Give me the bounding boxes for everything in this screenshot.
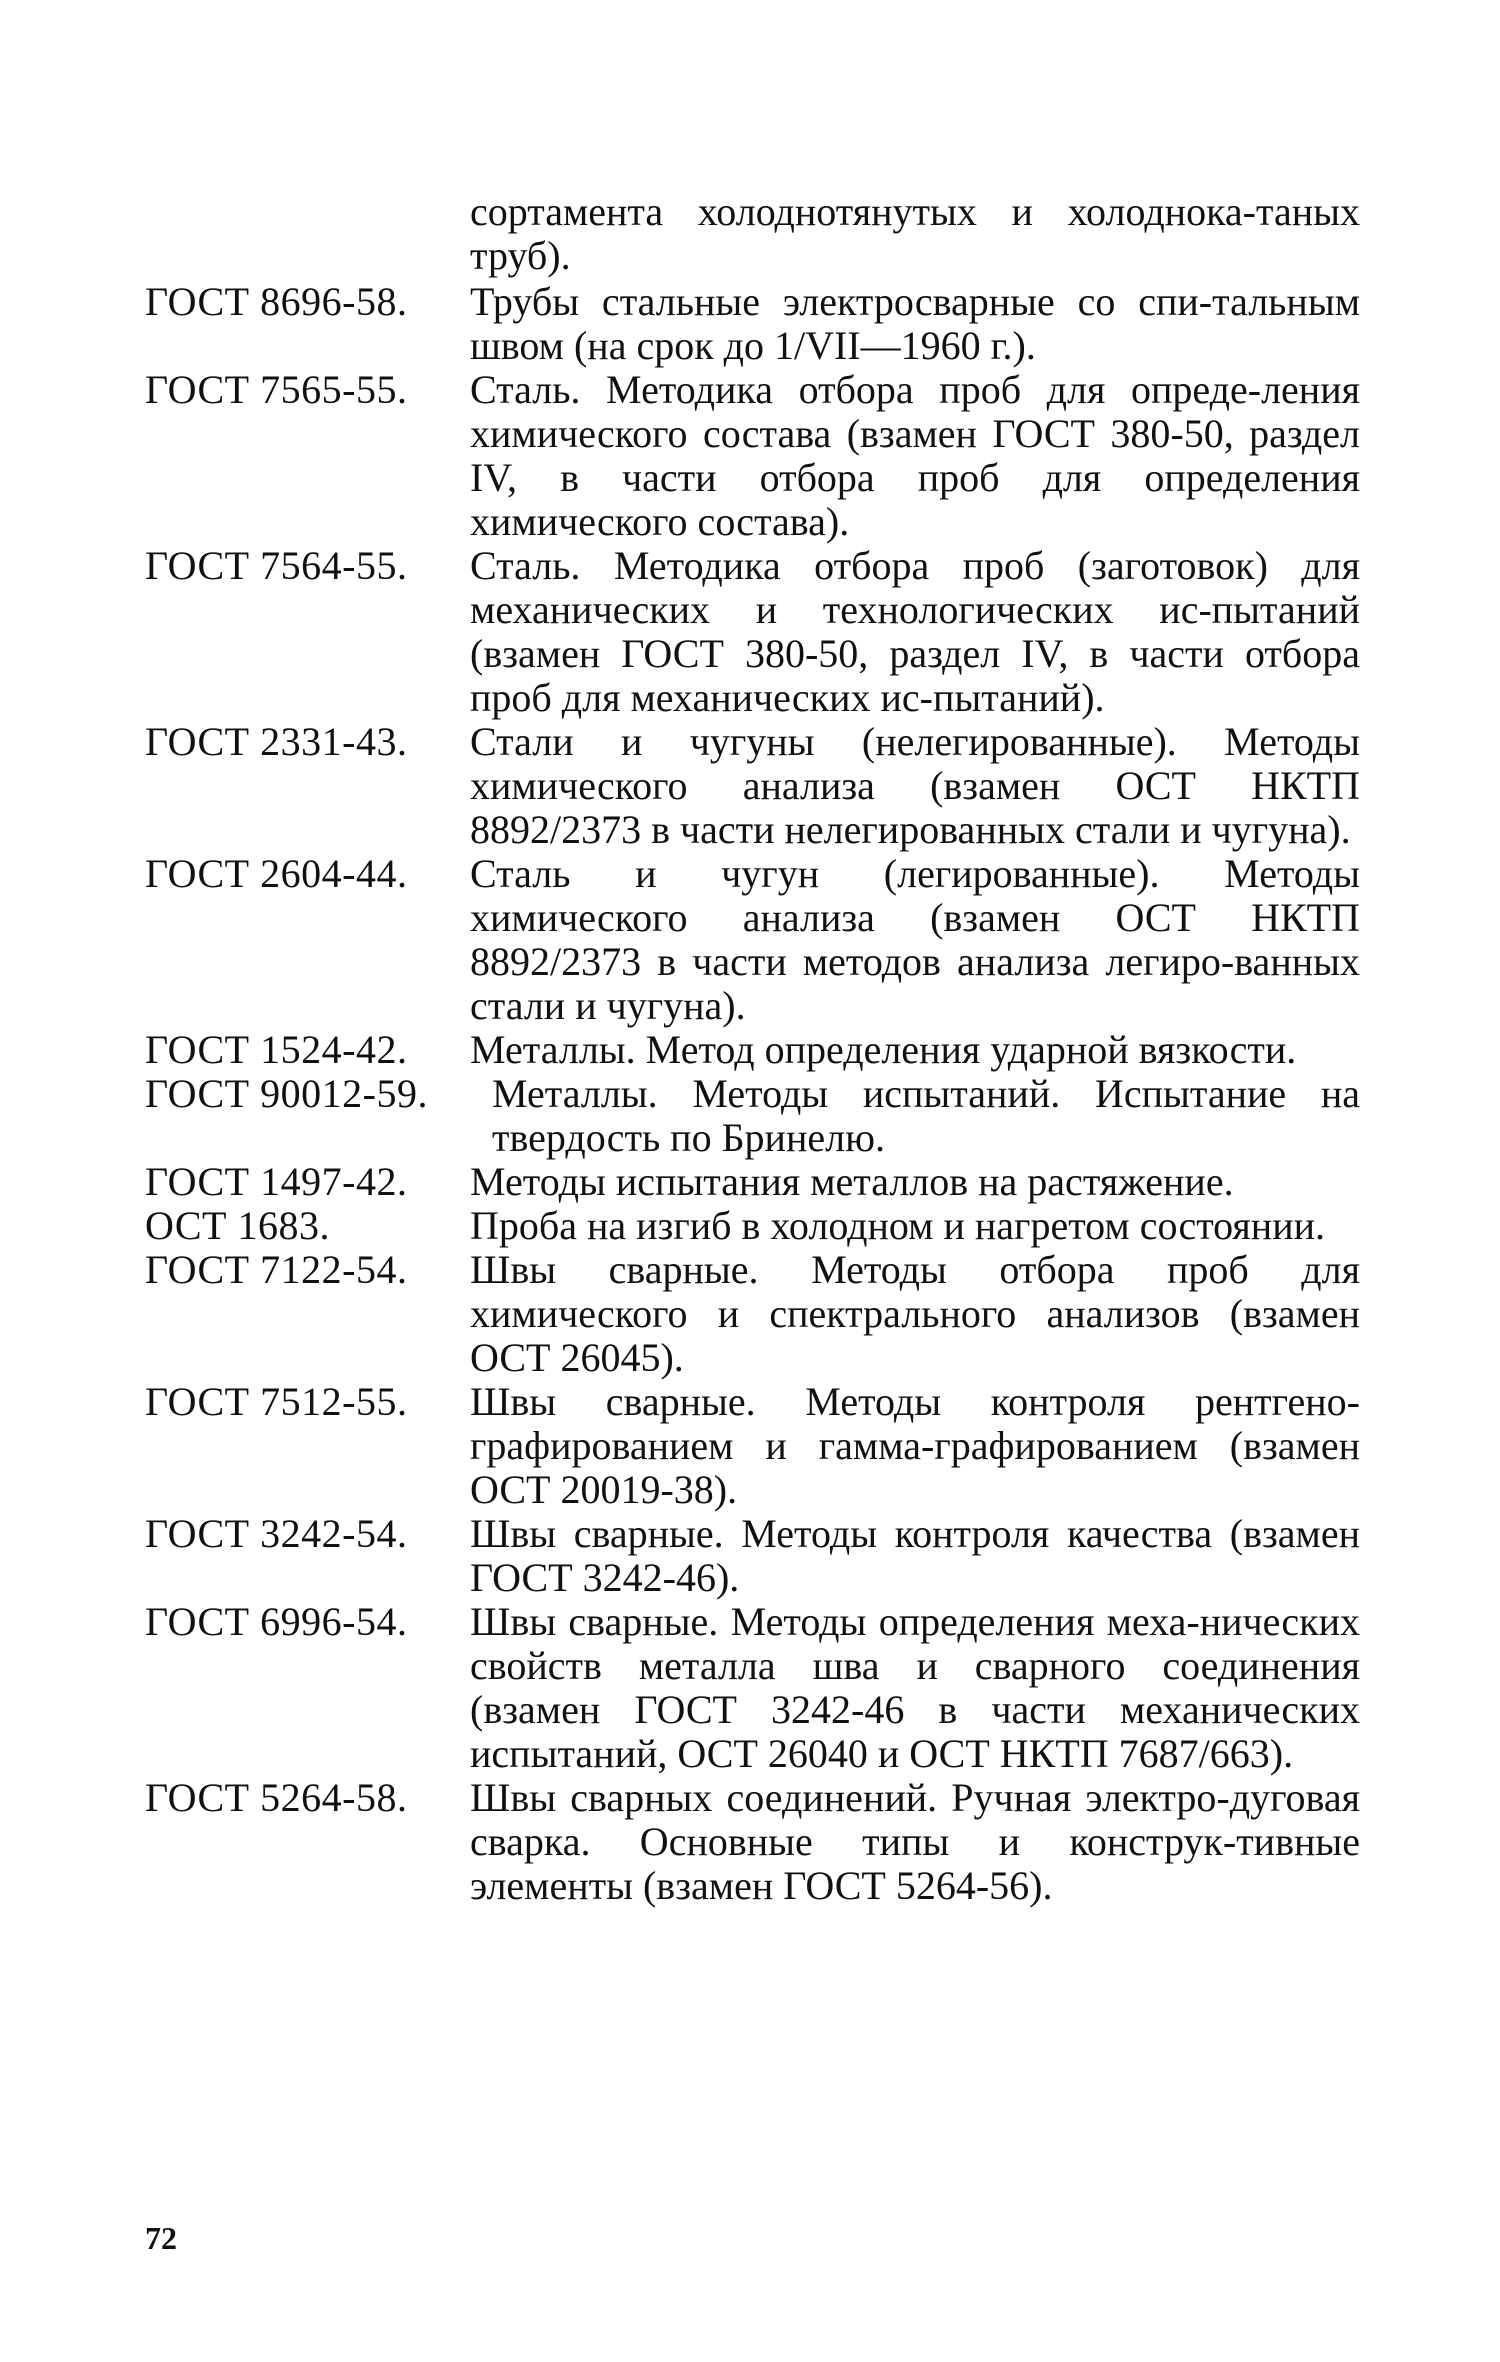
standard-code: ГОСТ 7122-54. — [145, 1247, 408, 1292]
standard-description: Швы сварные. Методы отбора проб для химического и спектрального анализов (взамен ОСТ 26045). — [470, 1247, 1360, 1380]
standard-description: Швы сварных соединений. Ручная электро-дуговая сварка. Основные типы и конструк-тивные элементы (взамен ГОСТ 5264-56). — [470, 1775, 1360, 1908]
standard-code: ОСТ 1683. — [145, 1203, 330, 1248]
standard-code: ГОСТ 7512-55. — [145, 1379, 408, 1424]
standard-description: Методы испытания металлов на растяжение. — [470, 1159, 1234, 1204]
list-item — [0, 544, 1500, 720]
list-item — [0, 1512, 1500, 1600]
standard-description: Проба на изгиб в холодном и нагретом состоянии. — [470, 1203, 1326, 1248]
list-item — [0, 1776, 1500, 1908]
list-item — [0, 368, 1500, 544]
standard-description: Сталь и чугун (легированные). Методы химического анализа (взамен ОСТ НКТП 8892/2373 в части методов анализа легиро-ванных стали и чугуна). — [470, 851, 1360, 1028]
standard-description: Сталь. Методика отбора проб для опреде-ления химического состава (взамен ГОСТ 380-50, раздел IV, в части отбора проб для определения химического состава). — [470, 367, 1360, 544]
standard-code: ГОСТ 7564-55. — [145, 543, 408, 588]
standard-description: Сталь. Методика отбора проб (заготовок) для механических и технологических ис-пытаний (взамен ГОСТ 380-50, раздел IV, в части отбора проб для механических ис-пытаний). — [470, 543, 1360, 720]
standard-code: ГОСТ 2604-44. — [145, 851, 408, 896]
list-item — [0, 1248, 1500, 1380]
standard-code: ГОСТ 1497-42. — [145, 1159, 408, 1204]
standard-description: Стали и чугуны (нелегированные). Методы химического анализа (взамен ОСТ НКТП 8892/2373 в части нелегированных стали и чугуна). — [470, 719, 1360, 852]
standard-code: ГОСТ 90012-59. — [145, 1071, 428, 1116]
list-item — [0, 1204, 1500, 1248]
standard-code: ГОСТ 8696-58. — [145, 279, 408, 324]
standard-description: Трубы стальные электросварные со спи-тальным швом (на срок до 1/VII—1960 г.). — [470, 279, 1360, 368]
standards-list — [0, 280, 1500, 1908]
standard-code: ГОСТ 7565-55. — [145, 367, 408, 412]
page-number: 72 — [145, 2220, 177, 2256]
standard-code: ГОСТ 6996-54. — [145, 1599, 408, 1644]
list-item — [0, 1380, 1500, 1512]
continued-entry-text: сортамента холоднотянутых и холоднока-таных труб). — [470, 189, 1360, 278]
standard-code: ГОСТ 3242-54. — [145, 1511, 408, 1556]
standard-description: Швы сварные. Методы контроля качества (взамен ГОСТ 3242-46). — [470, 1511, 1360, 1600]
list-item — [0, 1072, 1500, 1160]
standard-description: Металлы. Методы испытаний. Испытание на твердость по Бринелю. — [492, 1071, 1360, 1160]
standard-code: ГОСТ 5264-58. — [145, 1775, 408, 1820]
list-item — [0, 1160, 1500, 1204]
list-item — [0, 1600, 1500, 1776]
list-item — [0, 1028, 1500, 1072]
list-item — [0, 720, 1500, 852]
list-item — [0, 852, 1500, 1028]
standard-description: Швы сварные. Методы контроля рентгено-графированием и гамма-графированием (взамен ОСТ 20019-38). — [470, 1379, 1360, 1512]
standard-description: Металлы. Метод определения ударной вязкости. — [470, 1027, 1297, 1072]
standard-code: ГОСТ 2331-43. — [145, 719, 408, 764]
standard-description: Швы сварные. Методы определения меха-нических свойств металла шва и сварного соединения (взамен ГОСТ 3242-46 в части механических испытаний, ОСТ 26040 и ОСТ НКТП 7687/663). — [470, 1599, 1360, 1776]
list-item — [0, 280, 1500, 368]
standard-code: ГОСТ 1524-42. — [145, 1027, 408, 1072]
